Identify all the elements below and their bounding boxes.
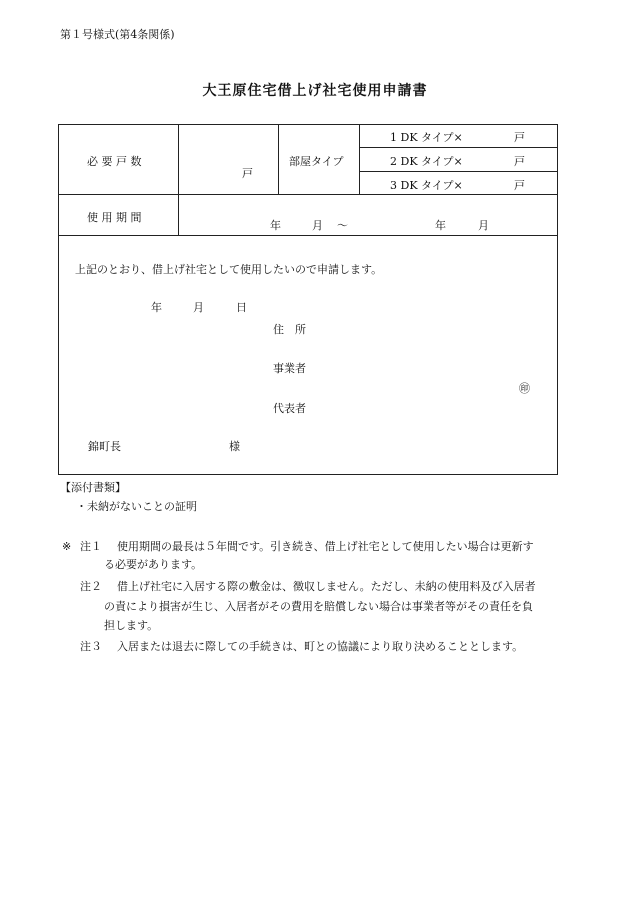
room-type-2dk-suffix: 戸 — [514, 155, 525, 168]
date-year: 年 — [151, 301, 162, 314]
note-1-label: 注１ — [80, 540, 102, 553]
addressee: 錦町長 — [88, 440, 121, 453]
divider-label-column — [178, 125, 179, 235]
room-type-3dk-suffix: 戸 — [514, 179, 525, 192]
room-type-1dk-suffix: 戸 — [514, 131, 525, 144]
divider-period-bottom — [59, 235, 557, 236]
note-3-label: 注３ — [80, 640, 102, 653]
period-from-year: 年 — [270, 219, 281, 232]
honorific: 様 — [229, 440, 240, 453]
divider-roomtype-1 — [359, 147, 557, 148]
period-label: 使 用 期 間 — [87, 211, 142, 224]
note-2-label: 注２ — [80, 580, 102, 593]
divider-units-bottom — [59, 194, 557, 195]
notes-mark: ※ — [62, 540, 72, 553]
room-type-3dk: 3 DK タイプ× — [390, 179, 463, 192]
note-3-line-1: 入居または退去に際しての手続きは、町との協議により取り決めることとします。 — [117, 640, 524, 653]
date-month: 月 — [193, 301, 204, 314]
room-type-1dk: 1 DK タイプ× — [390, 131, 463, 144]
units-suffix: 戸 — [242, 167, 253, 180]
period-to-month: 月 — [478, 219, 489, 232]
representative-label: 代表者 — [273, 402, 306, 415]
period-tilde: ～ — [337, 219, 348, 232]
note-2-line-1: 借上げ社宅に入居する際の敷金は、徴収しません。ただし、未納の使用料及び入居者 — [117, 580, 536, 593]
room-type-2dk: 2 DK タイプ× — [390, 155, 463, 168]
period-to-year: 年 — [435, 219, 446, 232]
divider-units-value — [278, 125, 279, 194]
units-label: 必 要 戸 数 — [87, 155, 142, 168]
seal-mark: ㊞ — [519, 382, 530, 395]
note-1-line-1: 使用期間の最長は５年間です。引き続き、借上げ社宅として使用したい場合は更新す — [117, 540, 534, 553]
divider-roomtype-label — [359, 125, 360, 194]
date-day: 日 — [236, 301, 247, 314]
attachments-heading: 【添付書類】 — [60, 481, 126, 494]
note-2-line-2: の責により損害が生じ、入居者がその費用を賠償しない場合は事業者等がその責任を負 — [104, 600, 533, 613]
form-number: 第１号様式(第4条関係) — [60, 28, 175, 41]
address-label: 住 所 — [273, 323, 306, 336]
note-2-line-3: 担します。 — [104, 619, 159, 632]
note-1-line-2: る必要があります。 — [104, 558, 203, 571]
attachment-item: ・未納がないことの証明 — [76, 500, 197, 513]
room-type-label: 部屋タイプ — [289, 155, 344, 168]
business-label: 事業者 — [273, 362, 306, 375]
declaration-text: 上記のとおり、借上げ社宅として使用したいので申請します。 — [75, 263, 383, 276]
divider-roomtype-2 — [359, 171, 557, 172]
page-title: 大王原住宅借上げ社宅使用申請書 — [202, 83, 428, 99]
application-form-box — [58, 124, 558, 475]
period-from-month: 月 — [312, 219, 323, 232]
